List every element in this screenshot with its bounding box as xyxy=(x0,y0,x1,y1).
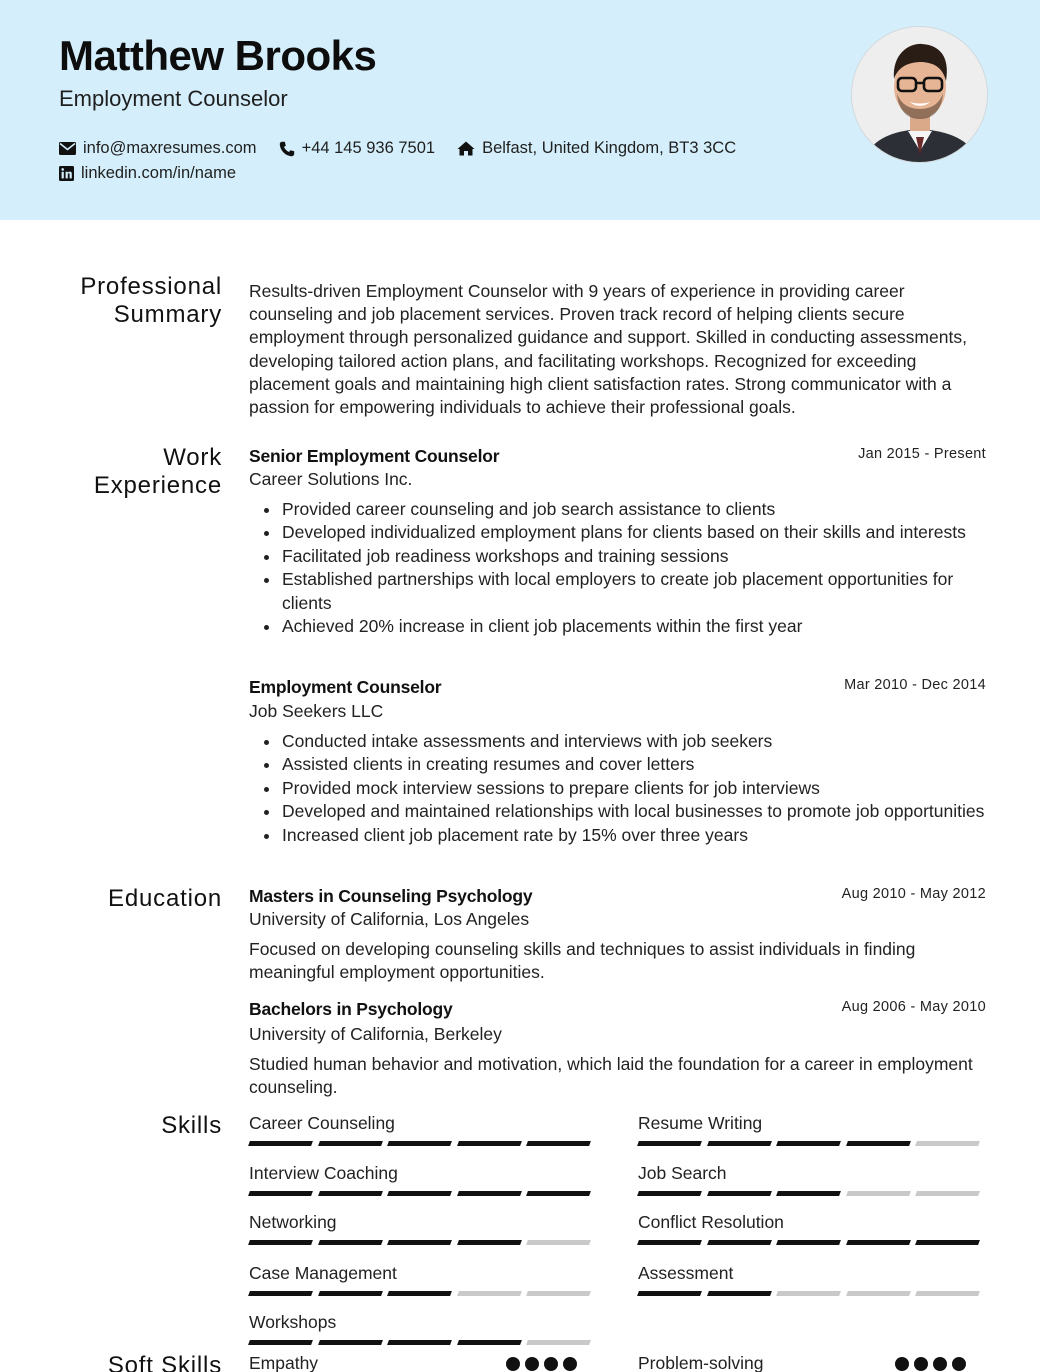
skill-level-segment xyxy=(387,1291,451,1296)
email-text: info@maxresumes.com xyxy=(83,139,257,157)
job-bullets xyxy=(282,498,992,638)
rating-dot xyxy=(914,1357,928,1371)
skill-level-segment xyxy=(526,1191,590,1196)
skill-level-segment xyxy=(915,1191,979,1196)
address-text: Belfast, United Kingdom, BT3 3CC xyxy=(482,139,737,157)
rating-dot xyxy=(933,1357,947,1371)
soft-skill-name: Empathy xyxy=(249,1353,319,1372)
list-item: Developed and maintained relationships with local businesses to promote job opportunities xyxy=(282,800,992,823)
experience-title-line1: Work xyxy=(163,444,222,471)
skill-level-segment xyxy=(526,1340,590,1345)
experience-title-line2: Experience xyxy=(93,472,222,499)
list-item: Achieved 20% increase in client job placements within the first year xyxy=(282,615,992,638)
skill-level-segment xyxy=(248,1191,312,1196)
linkedin-text: linkedin.com/in/name xyxy=(81,164,236,182)
rating-dot xyxy=(506,1357,520,1371)
section-title-skills: Skills xyxy=(161,1112,222,1139)
skill-level-segment xyxy=(637,1240,701,1245)
degree-title: Bachelors in Psychology xyxy=(249,999,453,1019)
rating-dot xyxy=(563,1357,577,1371)
skill-level-segment xyxy=(318,1141,382,1146)
skill-item xyxy=(249,1263,597,1296)
skill-level-segment xyxy=(318,1240,382,1245)
skill-level-bar xyxy=(249,1291,597,1296)
degree-date: Aug 2006 - May 2010 xyxy=(841,999,986,1015)
skill-level-segment xyxy=(707,1240,771,1245)
skill-level-segment xyxy=(248,1291,312,1296)
skill-level-segment xyxy=(707,1291,771,1296)
school-name: University of California, Berkeley xyxy=(249,1024,502,1044)
list-item: Established partnerships with local employers to create job placement opportunities for clients xyxy=(282,568,992,615)
skill-level-segment xyxy=(457,1141,521,1146)
job-bullets xyxy=(282,730,992,847)
skill-level-segment xyxy=(457,1191,521,1196)
rating-dot xyxy=(525,1357,539,1371)
skill-level-segment xyxy=(248,1340,312,1345)
home-icon xyxy=(457,141,475,156)
skill-level-bar xyxy=(249,1240,597,1245)
candidate-name: Matthew Brooks xyxy=(59,32,377,79)
degree-description: Focused on developing counseling skills and techniques to assist individuals in finding meaningful employment opportunities. xyxy=(249,939,916,983)
skill-level-segment xyxy=(457,1340,521,1345)
contact-phone[interactable] xyxy=(279,139,436,158)
skill-level-segment xyxy=(526,1291,590,1296)
degree-date: Aug 2010 - May 2012 xyxy=(841,886,986,902)
skill-level-segment xyxy=(915,1240,979,1245)
rating-dot xyxy=(952,1357,966,1371)
skill-level-segment xyxy=(457,1291,521,1296)
skill-level-bar xyxy=(638,1240,986,1245)
skill-level-segment xyxy=(846,1141,910,1146)
job-date: Mar 2010 - Dec 2014 xyxy=(844,677,986,693)
contact-row-primary xyxy=(59,139,758,158)
skill-name: Resume Writing xyxy=(638,1113,763,1133)
skill-level-segment xyxy=(776,1141,840,1146)
contact-row-secondary xyxy=(59,164,258,183)
skill-level-segment xyxy=(846,1191,910,1196)
job-title: Senior Employment Counselor xyxy=(249,446,500,466)
summary-text: Results-driven Employment Counselor with 9 years of experience in providing career counseling and job placement services. Proven track record of helping clients secure employment through personalized guidance and support. Skilled in conducting assessments, developing tailored action plans, and facilitating workshops. Recognized for exceeding placement goals and maintaining high client satisfaction rates. Strong communicator with a passion for empowering individuals to achieve their professional goals. xyxy=(249,281,967,418)
skill-level-segment xyxy=(915,1291,979,1296)
skill-level-segment xyxy=(776,1291,840,1296)
skill-item xyxy=(638,1163,986,1196)
resume-header xyxy=(0,0,1040,220)
contact-email[interactable] xyxy=(59,139,257,158)
degree-title: Masters in Counseling Psychology xyxy=(249,886,533,906)
skill-level-bar xyxy=(249,1141,597,1146)
list-item: Provided mock interview sessions to prepare clients for job interviews xyxy=(282,777,992,800)
degree-description: Studied human behavior and motivation, which laid the foundation for a career in employment counseling. xyxy=(249,1054,973,1098)
profile-photo xyxy=(851,26,988,163)
skill-level-segment xyxy=(637,1191,701,1196)
skill-item xyxy=(249,1163,597,1196)
summary-title-line2: Summary xyxy=(113,301,222,328)
skill-level-bar xyxy=(249,1191,597,1196)
skill-level-segment xyxy=(637,1141,701,1146)
section-title-experience xyxy=(94,444,222,500)
list-item: Developed individualized employment plans for clients based on their skills and interests xyxy=(282,521,992,544)
skill-level-segment xyxy=(526,1240,590,1245)
skill-item xyxy=(249,1312,597,1345)
soft-skill-name: Problem-solving xyxy=(638,1353,764,1372)
skill-name: Job Search xyxy=(638,1163,727,1183)
skill-level-segment xyxy=(846,1291,910,1296)
skill-level-bar xyxy=(249,1340,597,1345)
skill-name: Conflict Resolution xyxy=(638,1212,784,1232)
skill-name: Assessment xyxy=(638,1263,734,1283)
skill-name: Case Management xyxy=(249,1263,397,1283)
job-title: Employment Counselor xyxy=(249,677,442,697)
skill-name: Interview Coaching xyxy=(249,1163,398,1183)
envelope-icon xyxy=(59,142,76,155)
skill-level-segment xyxy=(387,1141,451,1146)
skill-level-segment xyxy=(457,1240,521,1245)
skill-item xyxy=(249,1113,597,1146)
job-company: Career Solutions Inc. xyxy=(249,469,413,489)
soft-skill-rating xyxy=(501,1357,577,1371)
section-title-summary xyxy=(80,273,222,329)
skill-level-segment xyxy=(776,1240,840,1245)
skill-level-segment xyxy=(776,1191,840,1196)
skill-level-bar xyxy=(638,1141,986,1146)
skill-level-bar xyxy=(638,1191,986,1196)
skill-level-bar xyxy=(638,1291,986,1296)
skill-level-segment xyxy=(318,1191,382,1196)
list-item: Increased client job placement rate by 15% over three years xyxy=(282,824,992,847)
section-title-soft-skills: Soft Skills xyxy=(107,1352,222,1372)
rating-dot xyxy=(544,1357,558,1371)
job-company: Job Seekers LLC xyxy=(249,701,384,721)
skill-level-segment xyxy=(707,1141,771,1146)
skill-name: Workshops xyxy=(249,1312,337,1332)
skill-level-segment xyxy=(318,1340,382,1345)
skill-level-segment xyxy=(707,1191,771,1196)
job-date: Jan 2015 - Present xyxy=(858,446,986,462)
school-name: University of California, Los Angeles xyxy=(249,909,530,929)
skill-level-segment xyxy=(318,1291,382,1296)
skill-item xyxy=(249,1212,597,1245)
skill-level-segment xyxy=(248,1141,312,1146)
phone-text: +44 145 936 7501 xyxy=(301,139,436,157)
rating-dot xyxy=(895,1357,909,1371)
skill-name: Networking xyxy=(249,1212,337,1232)
skill-level-segment xyxy=(387,1240,451,1245)
skill-level-segment xyxy=(526,1141,590,1146)
list-item: Provided career counseling and job search assistance to clients xyxy=(282,498,992,521)
list-item: Assisted clients in creating resumes and cover letters xyxy=(282,753,992,776)
soft-skill-item xyxy=(638,1353,986,1372)
soft-skill-item xyxy=(249,1353,597,1372)
list-item: Conducted intake assessments and interviews with job seekers xyxy=(282,730,992,753)
skill-level-segment xyxy=(248,1240,312,1245)
skill-level-segment xyxy=(387,1191,451,1196)
contact-address xyxy=(457,139,736,158)
skill-item xyxy=(638,1113,986,1146)
skill-level-segment xyxy=(637,1291,701,1296)
section-title-education: Education xyxy=(108,885,222,912)
skill-name: Career Counseling xyxy=(249,1113,395,1133)
skill-level-segment xyxy=(387,1340,451,1345)
soft-skill-rating xyxy=(890,1357,966,1371)
linkedin-icon xyxy=(59,166,74,181)
list-item: Facilitated job readiness workshops and training sessions xyxy=(282,545,992,568)
contact-linkedin[interactable] xyxy=(59,164,236,183)
candidate-role: Employment Counselor xyxy=(59,86,288,111)
skill-item xyxy=(638,1212,986,1245)
skill-level-segment xyxy=(846,1240,910,1245)
skill-item xyxy=(638,1263,986,1296)
skill-level-segment xyxy=(915,1141,979,1146)
summary-title-line1: Professional xyxy=(80,273,222,300)
phone-icon xyxy=(279,141,295,157)
